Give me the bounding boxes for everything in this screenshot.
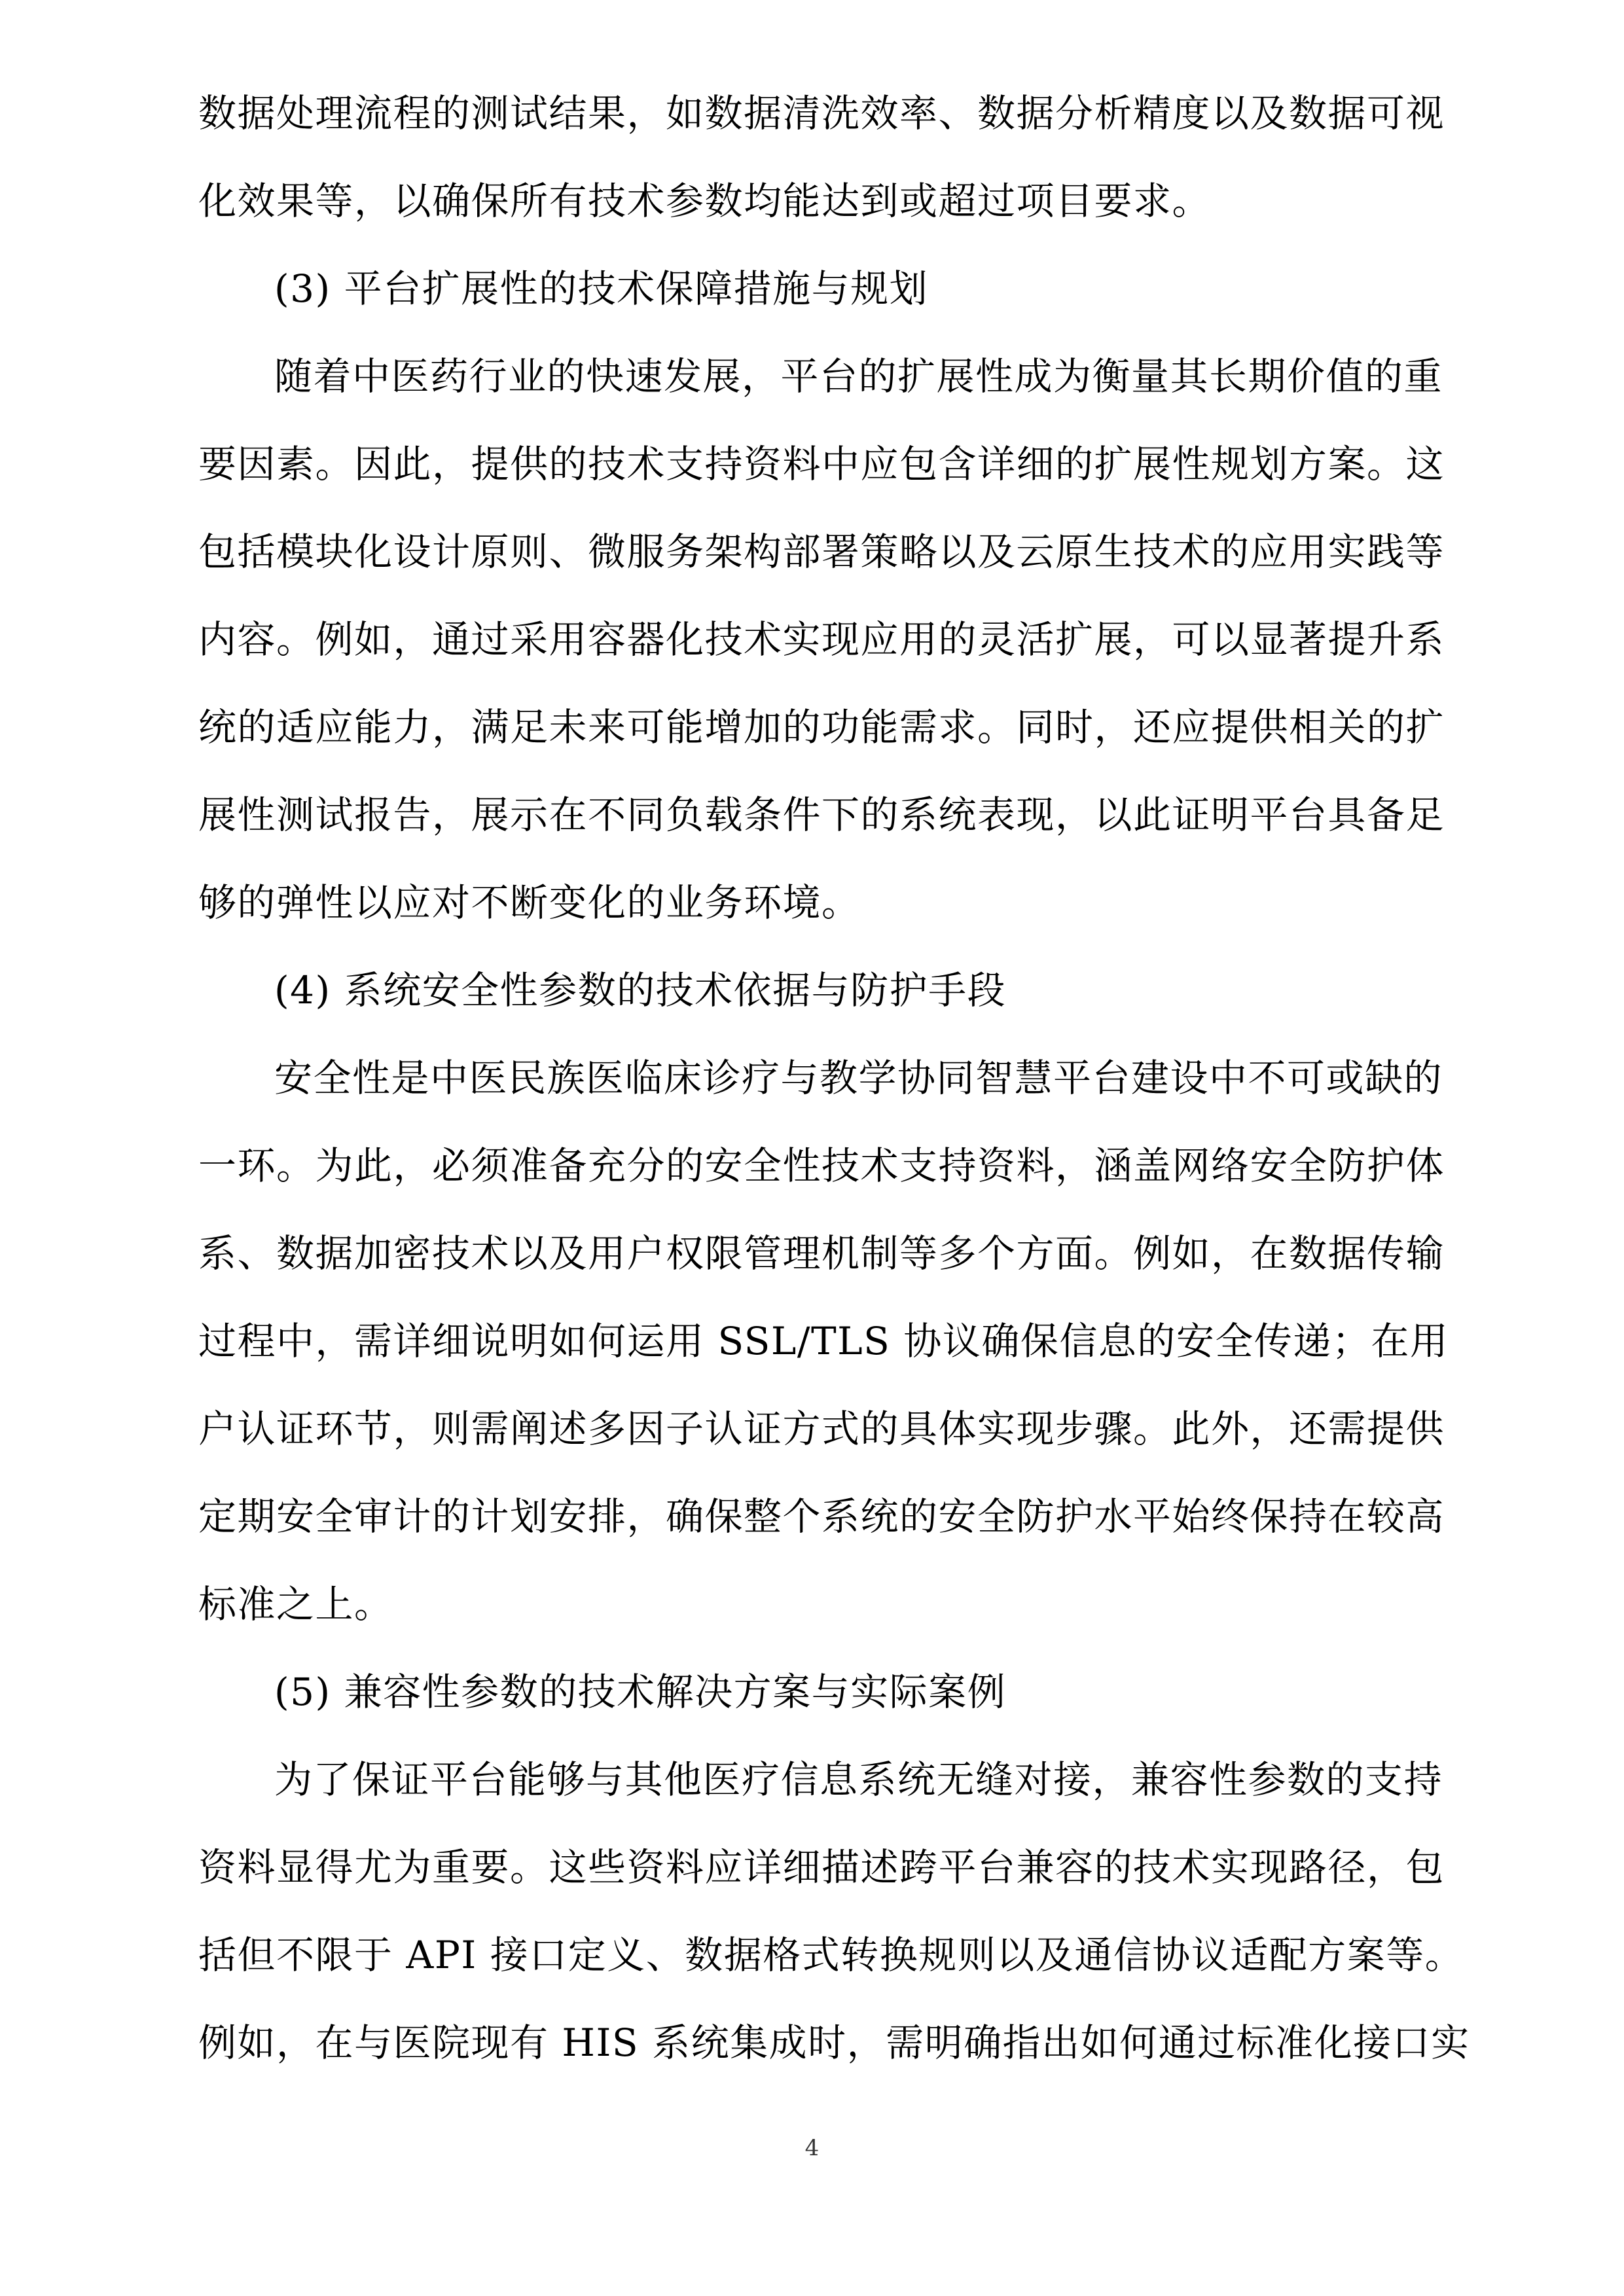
body-line: 化效果等，以确保所有技术参数均能达到或超过项目要求。	[198, 179, 1212, 223]
section-heading-5: (5) 兼容性参数的技术解决方案与实际案例	[274, 1670, 1007, 1714]
page-number: 4	[804, 2135, 820, 2161]
body-line: 数据处理流程的测试结果，如数据清洗效率、数据分析精度以及数据可视	[198, 91, 1445, 135]
body-line: 括但不限于 API 接口定义、数据格式转换规则以及通信协议适配方案等。	[198, 1933, 1464, 1977]
body-line: 随着中医药行业的快速发展，平台的扩展性成为衡量其长期价值的重	[274, 354, 1443, 399]
body-line: 一环。为此，必须准备充分的安全性技术支持资料，涵盖网络安全防护体	[198, 1143, 1445, 1188]
body-line: 够的弹性以应对不断变化的业务环境。	[198, 880, 861, 925]
body-line: 资料显得尤为重要。这些资料应详细描述跨平台兼容的技术实现路径，包	[198, 1845, 1445, 1890]
body-line: 内容。例如，通过采用容器化技术实现应用的灵活扩展，可以显著提升系	[198, 617, 1445, 662]
section-heading-4: (4) 系统安全性参数的技术依据与防护手段	[274, 968, 1007, 1013]
body-line: 统的适应能力，满足未来可能增加的功能需求。同时，还应提供相关的扩	[198, 705, 1445, 749]
body-line: 例如，在与医院现有 HIS 系统集成时，需明确指出如何通过标准化接口实	[198, 2020, 1470, 2065]
body-line: 系、数据加密技术以及用户权限管理机制等多个方面。例如，在数据传输	[198, 1231, 1445, 1276]
body-line: 安全性是中医民族医临床诊疗与教学协同智慧平台建设中不可或缺的	[274, 1056, 1443, 1100]
document-body	[198, 80, 1470, 2097]
body-line: 为了保证平台能够与其他医疗信息系统无缝对接，兼容性参数的支持	[274, 1757, 1443, 1802]
section-heading-3: (3) 平台扩展性的技术保障措施与规划	[274, 266, 929, 311]
body-line: 要因素。因此，提供的技术支持资料中应包含详细的扩展性规划方案。这	[198, 442, 1445, 486]
body-line: 过程中，需详细说明如何运用 SSL/TLS 协议确保信息的安全传递；在用	[198, 1319, 1449, 1363]
body-line: 包括模块化设计原则、微服务架构部署策略以及云原生技术的应用实践等	[198, 529, 1445, 574]
body-line: 户认证环节，则需阐述多因子认证方式的具体实现步骤。此外，还需提供	[198, 1407, 1445, 1451]
body-line: 定期安全审计的计划安排，确保整个系统的安全防护水平始终保持在较高	[198, 1494, 1445, 1539]
body-line: 展性测试报告，展示在不同负载条件下的系统表现，以此证明平台具备足	[198, 793, 1445, 837]
body-line: 标准之上。	[198, 1582, 393, 1626]
